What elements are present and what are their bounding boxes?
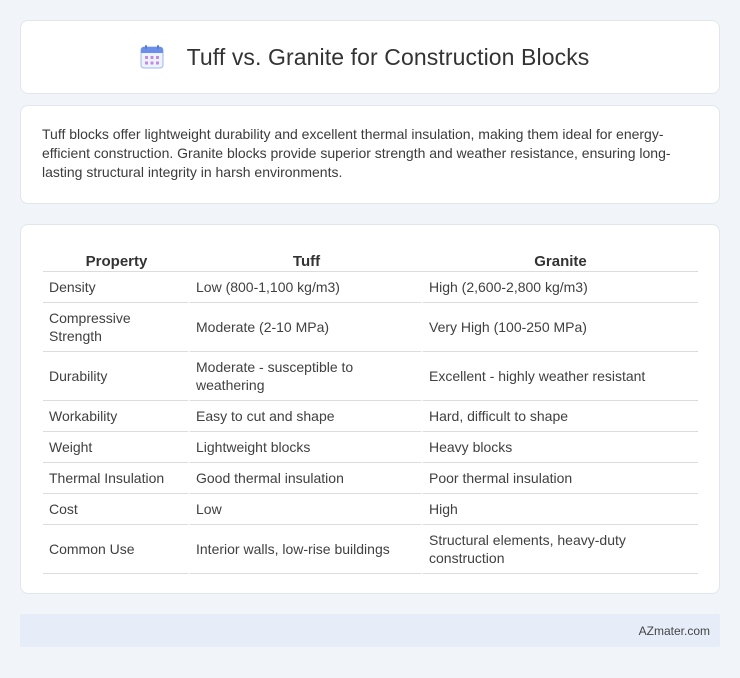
cell-granite: Excellent - highly weather resistant <box>423 352 698 401</box>
cell-property: Weight <box>43 432 190 463</box>
cell-tuff: Moderate (2-10 MPa) <box>190 303 423 352</box>
intro-text: Tuff blocks offer lightweight durability and excellent thermal insulation, making them ideal for energy-efficient construction. Granite blocks provide superior strength and weather resistance, ensuring long-lasting structural integrity in harsh environments. <box>42 126 671 180</box>
table-row <box>43 352 698 401</box>
cell-granite: Hard, difficult to shape <box>423 401 698 432</box>
intro-card <box>20 105 720 204</box>
table-row <box>43 303 698 352</box>
cell-tuff: Low (800-1,100 kg/m3) <box>190 272 423 303</box>
cell-granite: Structural elements, heavy-duty construction <box>423 525 698 574</box>
header <box>139 44 590 71</box>
page-title: Tuff vs. Granite for Construction Blocks <box>186 43 590 70</box>
footer <box>20 614 720 647</box>
cell-property: Compressive Strength <box>43 303 190 352</box>
cell-property: Common Use <box>43 525 190 574</box>
table-row <box>43 494 698 525</box>
cell-tuff: Lightweight blocks <box>190 432 423 463</box>
table-row <box>43 525 698 574</box>
cell-tuff: Good thermal insulation <box>190 463 423 494</box>
header-granite: Granite <box>423 245 698 272</box>
table-row <box>43 401 698 432</box>
header-property: Property <box>43 245 190 272</box>
footer-credit[interactable]: AZmater.com <box>638 623 710 638</box>
header-tuff: Tuff <box>190 245 423 272</box>
cell-granite: Heavy blocks <box>423 432 698 463</box>
cell-tuff: Low <box>190 494 423 525</box>
cell-granite: Poor thermal insulation <box>423 463 698 494</box>
comparison-table <box>43 245 698 574</box>
cell-granite: High <box>423 494 698 525</box>
cell-property: Density <box>43 272 190 303</box>
header-card <box>20 20 720 94</box>
table-row <box>43 272 698 303</box>
table-row <box>43 432 698 463</box>
cell-tuff: Moderate - susceptible to weathering <box>190 352 423 401</box>
table-card <box>20 224 720 594</box>
cell-granite: Very High (100-250 MPa) <box>423 303 698 352</box>
table-header-row <box>43 245 698 272</box>
calendar-icon <box>139 44 165 70</box>
cell-granite: High (2,600-2,800 kg/m3) <box>423 272 698 303</box>
cell-tuff: Easy to cut and shape <box>190 401 423 432</box>
table-row <box>43 463 698 494</box>
cell-property: Cost <box>43 494 190 525</box>
cell-tuff: Interior walls, low-rise buildings <box>190 525 423 574</box>
cell-property: Thermal Insulation <box>43 463 190 494</box>
cell-property: Workability <box>43 401 190 432</box>
cell-property: Durability <box>43 352 190 401</box>
